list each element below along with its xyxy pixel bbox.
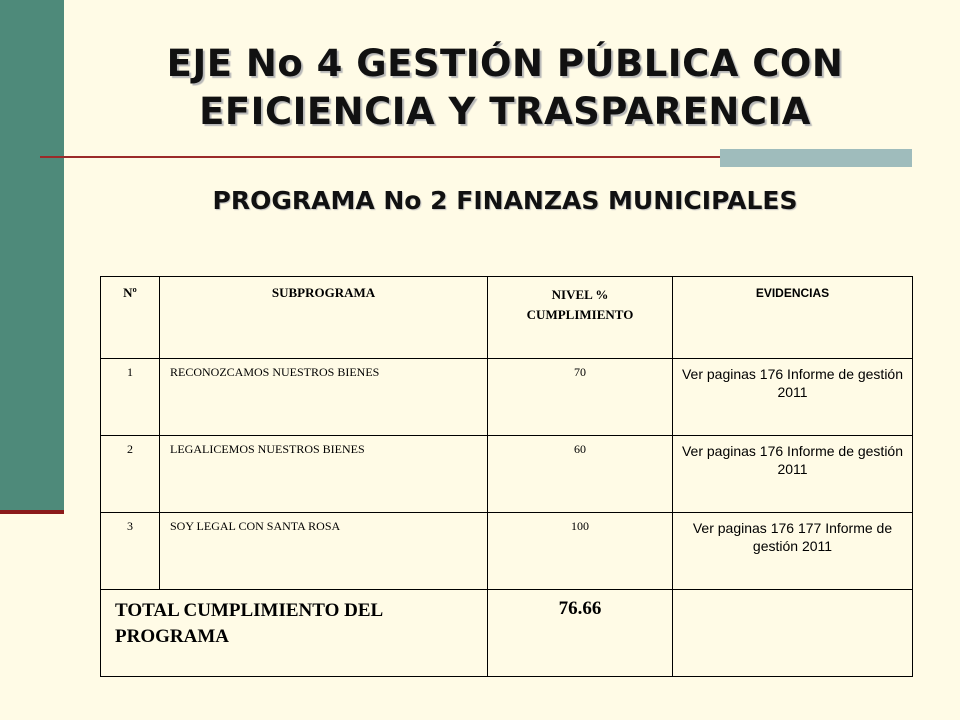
left-accent-underline bbox=[0, 510, 64, 514]
table-header-row bbox=[101, 277, 913, 359]
header-evidencias: EVIDENCIAS bbox=[673, 277, 913, 359]
row-evidencias: Ver paginas 176 Informe de gestión 2011 bbox=[673, 359, 913, 436]
row-subprograma: RECONOZCAMOS NUESTROS BIENES bbox=[160, 359, 488, 436]
left-accent-bar bbox=[0, 0, 64, 510]
header-subprograma: SUBPROGRAMA bbox=[160, 277, 488, 359]
subprogram-table bbox=[100, 276, 913, 677]
row-evidencias: Ver paginas 176 177 Informe de gestión 2011 bbox=[673, 513, 913, 590]
row-num: 1 bbox=[101, 359, 160, 436]
table-row bbox=[101, 359, 913, 436]
table-total-row bbox=[101, 590, 913, 677]
slide-subtitle: PROGRAMA No 2 FINANZAS MUNICIPALES bbox=[212, 186, 798, 215]
row-num: 2 bbox=[101, 436, 160, 513]
table-row bbox=[101, 436, 913, 513]
row-subprograma: LEGALICEMOS NUESTROS BIENES bbox=[160, 436, 488, 513]
row-nivel: 60 bbox=[488, 436, 673, 513]
row-nivel: 100 bbox=[488, 513, 673, 590]
slide-title-line-2: EFICIENCIA Y TRASPARENCIA bbox=[199, 90, 811, 133]
header-nivel-line-2: CUMPLIMIENTO bbox=[526, 307, 634, 322]
slide-title bbox=[90, 40, 920, 136]
total-evidencias-empty bbox=[673, 590, 913, 677]
row-num: 3 bbox=[101, 513, 160, 590]
total-value: 76.66 bbox=[488, 590, 673, 677]
slide-title-line-1: EJE No 4 GESTIÓN PÚBLICA CON bbox=[166, 42, 844, 85]
row-subprograma: SOY LEGAL CON SANTA ROSA bbox=[160, 513, 488, 590]
header-num: Nº bbox=[101, 277, 160, 359]
total-label: TOTAL CUMPLIMIENTO DEL PROGRAMA bbox=[101, 590, 488, 677]
divider-accent-block bbox=[720, 149, 912, 167]
table-row bbox=[101, 513, 913, 590]
row-evidencias: Ver paginas 176 Informe de gestión 2011 bbox=[673, 436, 913, 513]
header-nivel-line-1: NIVEL % bbox=[551, 287, 609, 302]
header-nivel bbox=[488, 277, 673, 359]
row-nivel: 70 bbox=[488, 359, 673, 436]
